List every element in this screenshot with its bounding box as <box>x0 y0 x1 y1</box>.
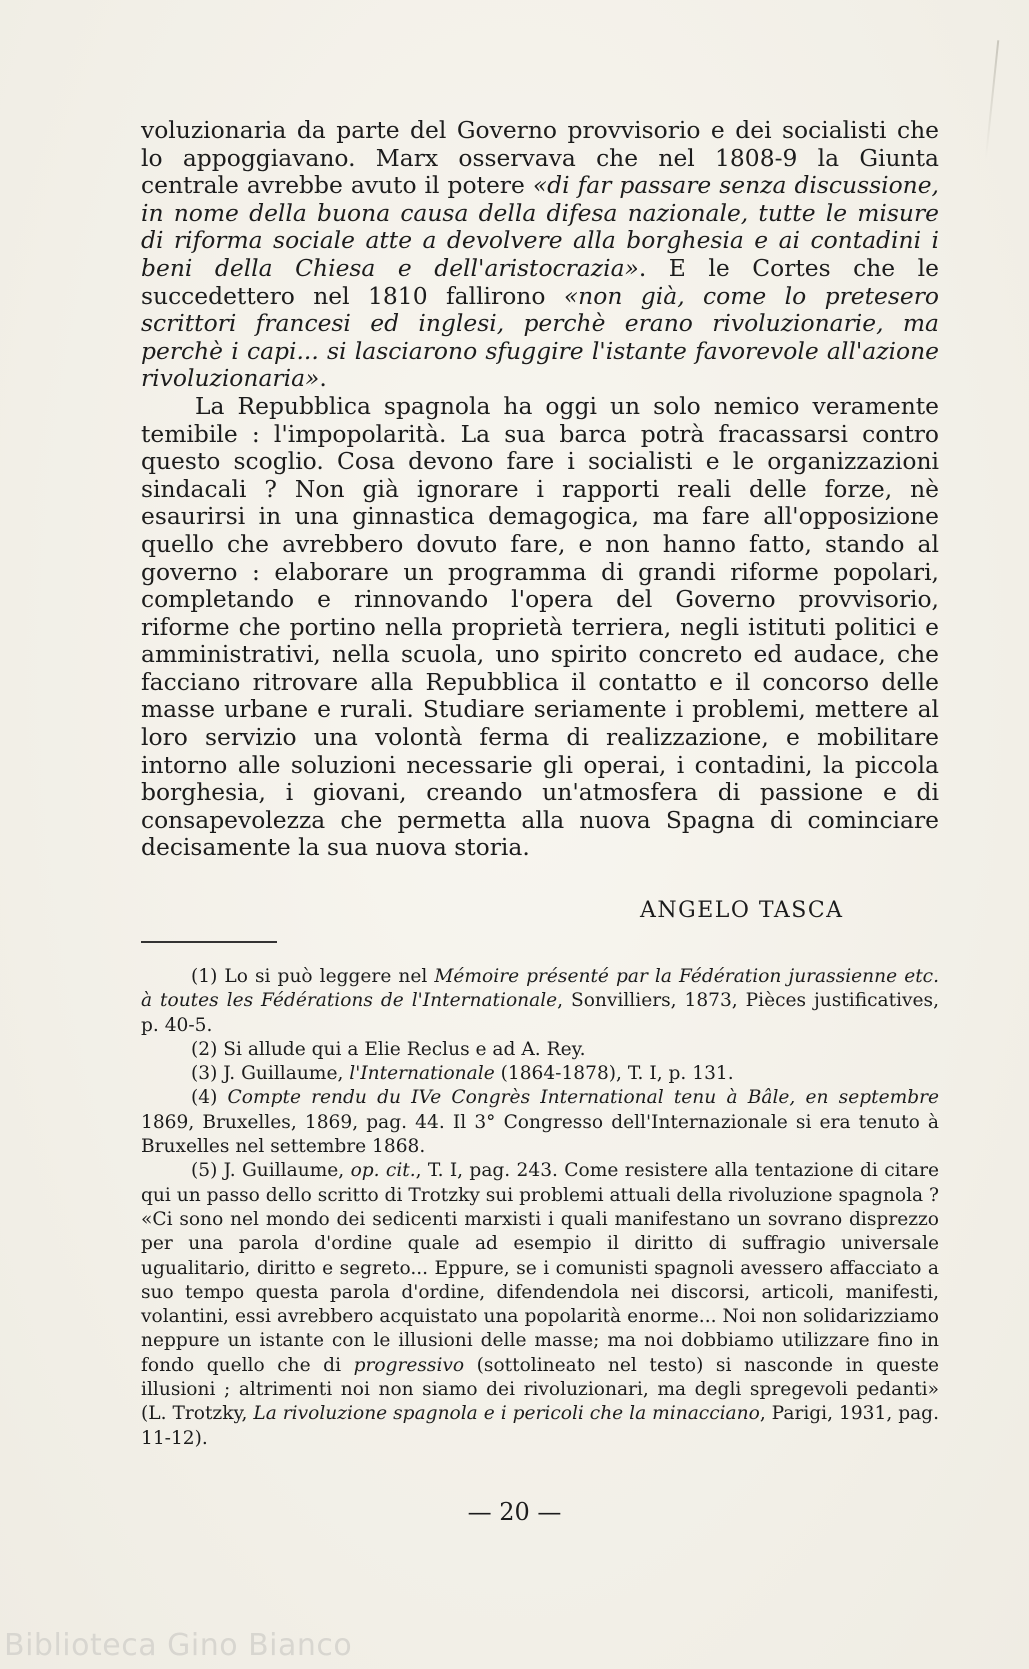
footnote-5-author: (5) J. Guillaume, <box>191 1160 351 1182</box>
footnote-divider <box>141 941 277 943</box>
footnote-1-source: , Sonvilliers, 1873, Pièces justificatives, p. 40-5. <box>141 990 939 1036</box>
footnote-1-text: (1) Lo si può leggere nel <box>191 966 435 987</box>
paragraph-1-end: . <box>319 364 327 393</box>
footnote-1-title: Mémoire présenté par la Fédération jurassienne etc. à toutes les Fédérations de l'Internationale <box>141 966 939 1012</box>
paragraph-1-text: voluzionaria da parte del Governo provvisorio e dei socialisti che lo appoggiavano. Marx osservava che nel 1808-9 la Giunta centrale avrebbe avuto il potere <box>141 116 939 200</box>
footnote-5-source: , Parigi, 1931, pag. 11-12). <box>141 1403 939 1449</box>
footnotes <box>141 965 939 1451</box>
paragraph-1 <box>141 117 939 393</box>
footnote-3-author: (3) J. Guillaume, <box>191 1063 350 1085</box>
library-watermark: Biblioteca Gino Bianco <box>4 1628 353 1663</box>
main-text <box>141 117 939 862</box>
footnote-3 <box>141 1062 939 1086</box>
page-number: — 20 — <box>467 1498 562 1526</box>
author-signature: ANGELO TASCA <box>640 898 844 923</box>
footnote-5 <box>141 1159 939 1451</box>
marx-quote: «di far passare senza discussione, in nome della buona causa della difesa nazionale, tutte le misure di riforma sociale atte a devolvere alla borghesia e ai contadini i beni della Chiesa e dell'aristocrazia» <box>141 171 939 282</box>
cortes-quote: «non già, come lo pretesero scrittori francesi ed inglesi, perchè erano rivoluzionarie, ma perchè i capi... si lasciarono sfuggire l'istante favorevole all'azione rivoluzionaria» <box>141 281 939 393</box>
footnote-1 <box>141 965 939 1038</box>
footnote-5-text-cont: (sottolineato nel testo) si nasconde in queste illusioni ; altrimenti noi non siamo dei rivoluzionari, ma degli spregevoli pedanti» (L. Trotzky, <box>141 1354 939 1425</box>
footnote-4-source: 1869, Bruxelles, 1869, pag. 44. Il 3° Congresso dell'Internazionale si era tenuto à Bruxelles nel settembre 1868. <box>141 1111 939 1158</box>
footnote-5-text: , T. I, pag. 243. Come resistere alla tentazione di citare qui un passo dello scritto di Trotzky sui problemi attuali della rivoluzione spagnola ? «Ci sono nel mondo dei sedicenti marxisti i quali manifestano un sovrano disprezzo per una parola d'ordine quale ad esempio il diritto di suffragio universale ugualitario, diritto e segreto... Eppure, se i comunisti spagnoli avessero affacciato a suo tempo questa parola d'ordine, difendendola nei discorsi, articoli, manifesti, volantini, essi avrebbero acquistato una popolarità enorme... Noi non solidarizziamo neppure un istante con le illusioni delle masse; ma noi dobbiamo utilizzare fino in fondo quello che di <box>141 1160 939 1376</box>
footnote-4 <box>141 1086 939 1159</box>
footnote-5-emphasis: progressivo <box>353 1354 465 1376</box>
footnote-3-source: (1864-1878), T. I, p. 131. <box>494 1063 734 1085</box>
footnote-5-opcit: op. cit. <box>350 1160 416 1182</box>
page-edge-mark <box>985 40 1000 160</box>
footnote-5-title: La rivoluzione spagnola e i pericoli che la minacciano <box>253 1403 760 1425</box>
footnote-3-title: l'Internationale <box>349 1063 495 1085</box>
paragraph-2: La Repubblica spagnola ha oggi un solo nemico veramente temibile : l'impopolarità. La sua barca potrà fracassarsi contro questo scoglio. Cosa devono fare i socialisti e le organizzazioni sindacali ? Non già ignorare i rapporti reali delle forze, nè esaurirsi in una ginnastica demagogica, ma fare all'opposizione quello che avrebbero dovuto fare, e non hanno fatto, stando al governo : elaborare un programma di grandi riforme popolari, completando e rinnovando l'opera del Governo provvisorio, riforme che portino nella proprietà terriera, negli istituti politici e amministrativi, nella scuola, uno spirito concreto ed audace, che facciano ritrovare alla Repubblica il contatto e il concorso delle masse urbane e rurali. Studiare seriamente i problemi, mettere al loro servizio una volontà ferma di realizzazione, e mobilitare intorno alle soluzioni necessarie gli operai, i contadini, la piccola borghesia, i giovani, creando un'atmosfera di passione e di consapevolezza che permetta alla nuova Spagna di cominciare decisamente la sua nuova storia. <box>141 391 939 862</box>
paragraph-1-text-cont: . E le Cortes che le succedettero nel 1810 fallirono <box>141 253 939 310</box>
footnote-2: (2) Si allude qui a Elie Reclus e ad A. Rey. <box>191 1038 586 1060</box>
footnote-4-number: (4) <box>191 1087 228 1109</box>
footnote-4-title: Compte rendu du IVe Congrès International tenu à Bâle, en septembre <box>227 1087 940 1109</box>
